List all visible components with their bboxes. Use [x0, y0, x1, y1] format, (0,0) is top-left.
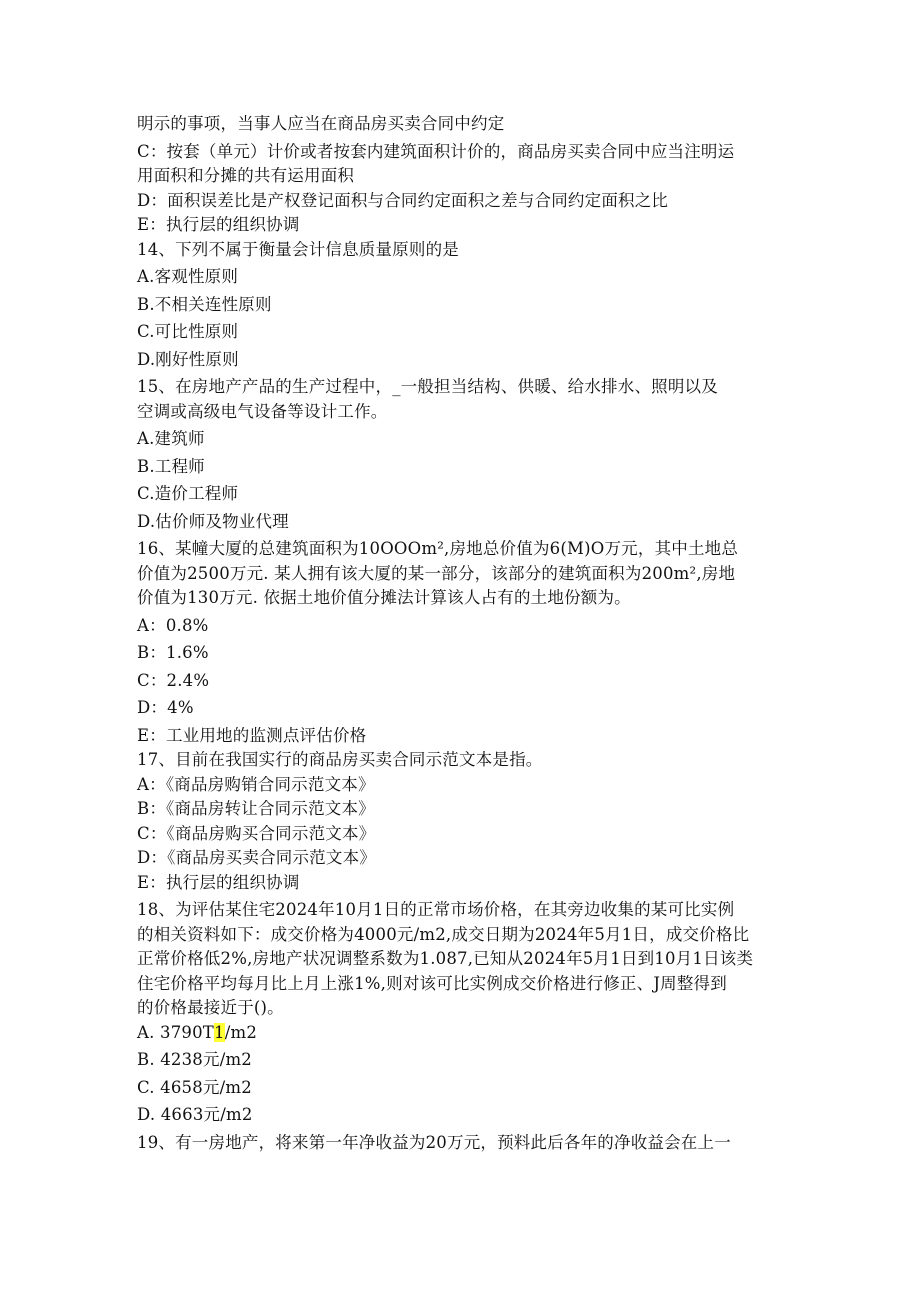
- option-a: A.客观性原则: [137, 267, 239, 286]
- text-line: 住宅价格平均每月比上月上涨1%,则对该可比实例成交价格进行修正、J周整得到: [137, 973, 727, 993]
- option-c: C.可比性原则: [137, 322, 239, 341]
- text-line: E：执行层的组织协调: [137, 215, 300, 234]
- text-line: 用面积和分摊的共有运用面积: [137, 166, 355, 185]
- option-d: D.估价师及物业代理: [137, 511, 289, 531]
- option-a: A：《商品房购销合同示范文本》: [137, 774, 375, 794]
- option-e: E：执行层的组织协调: [137, 872, 300, 892]
- option-a: [137, 1021, 797, 1046]
- text-line: C：按套（单元）计价或者按套内建筑面积计价的，商品房买卖合同中应当注明运: [137, 141, 735, 161]
- text-line: 价值为2500万元. 某人拥有该大厦的某一部分，该部分的建筑面积为200m²,房地: [137, 563, 736, 583]
- text-line: 正常价格低2%,房地产状况调整系数为1.087,已知从2024年5月1日到10月1日该类: [137, 949, 754, 968]
- option-c: C：2.4%: [137, 670, 210, 690]
- text-line: 的价格最接近于()。: [137, 998, 284, 1017]
- document-page: [137, 112, 797, 1155]
- option-c: C.造价工程师: [137, 484, 239, 503]
- question-18: 18、为评估某住宅2024年10月1日的正常市场价格，在其旁边收集的某可比实例: [137, 900, 735, 919]
- text-line: 明示的事项，当事人应当在商品房买卖合同中约定: [137, 114, 505, 133]
- highlighted-text: 1: [214, 1022, 225, 1042]
- question-15: 15、在房地产产品的生产过程中，_一般担当结构、供暖、给水排水、照明以及: [137, 377, 718, 396]
- text-line: 的相关资料如下：成交价格为4000元/m2,成交日期为2024年5月1日，成交价格比: [137, 924, 750, 944]
- option-b: B：《商品房转让合同示范文本》: [137, 799, 375, 818]
- question-19: 19、有一房地产，将来第一年净收益为20万元，预料此后各年的净收益会在上一: [137, 1132, 731, 1152]
- text-line: 价值为130万元. 依据土地价值分摊法计算该人占有的土地份额为。: [137, 588, 631, 607]
- option-a-unit: /m2: [224, 1022, 258, 1042]
- option-a-text: A. 3790T: [137, 1022, 215, 1042]
- question-16: 16、某幢大厦的总建筑面积为10OOOm²,房地总价值为6(M)O万元，其中土地总: [137, 539, 739, 558]
- option-b: B.工程师: [137, 456, 205, 476]
- option-d: D：《商品房买卖合同示范文本》: [137, 848, 376, 867]
- option-a: A.建筑师: [137, 429, 205, 448]
- option-d: D.刚好性原则: [137, 349, 239, 369]
- option-b: B. 4238元/m2: [137, 1050, 253, 1069]
- text-line: 空调或高级电气设备等设计工作。: [137, 401, 388, 421]
- text-line: D：面积误差比是产权登记面积与合同约定面积之差与合同约定面积之比: [137, 190, 669, 210]
- option-b: B：1.6%: [137, 643, 209, 662]
- option-d: D. 4663元/m2: [137, 1105, 253, 1124]
- option-c: C：《商品房购买合同示范文本》: [137, 823, 376, 843]
- option-c: C. 4658元/m2: [137, 1077, 252, 1097]
- question-17: 17、目前在我国实行的商品房买卖合同示范文本是指。: [137, 750, 543, 769]
- question-14: 14、下列不属于衡量会计信息质量原则的是: [137, 239, 459, 259]
- option-a: A：0.8%: [137, 615, 209, 635]
- option-d: D：4%: [137, 698, 194, 717]
- option-b: B.不相关连性原则: [137, 294, 272, 314]
- option-e: E：工业用地的监测点评估价格: [137, 725, 367, 745]
